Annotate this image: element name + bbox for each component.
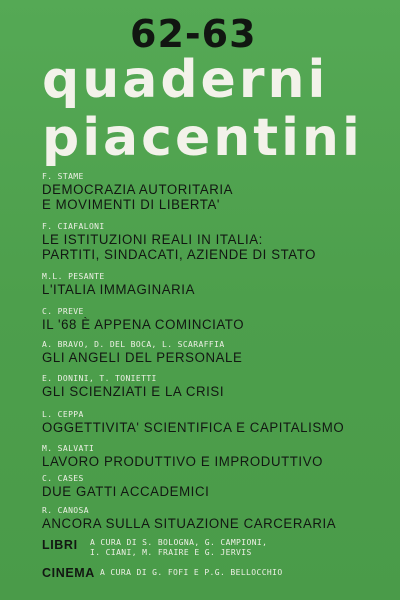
libri-note <box>90 538 370 558</box>
cinema-label: CINEMA <box>42 566 95 580</box>
entry-title: PARTITI, SINDACATI, AZIENDE DI STATO <box>42 247 317 262</box>
toc-entry <box>42 506 382 531</box>
entry-author: C. CASES <box>42 474 84 483</box>
entry-author: A. BRAVO, D. DEL BOCA, L. SCARAFFIA <box>42 340 225 349</box>
entry-title: LE ISTITUZIONI REALI IN ITALIA: <box>42 232 263 247</box>
cinema-note <box>100 568 380 578</box>
entry-author: M.L. PESANTE <box>42 272 105 281</box>
entry-title: IL '68 È APPENA COMINCIATO <box>42 317 245 332</box>
toc-entry <box>42 474 382 499</box>
entry-author: F. CIAFALONI <box>42 222 105 231</box>
entry-title: L'ITALIA IMMAGINARIA <box>42 282 196 297</box>
libri-label: LIBRI <box>42 538 78 552</box>
entry-title: OGGETTIVITA' SCIENTIFICA E CAPITALISMO <box>42 420 345 435</box>
entry-author: E. DONINI, T. TONIETTI <box>42 374 157 383</box>
entry-title: DEMOCRAZIA AUTORITARIA <box>42 182 234 197</box>
entry-author: R. CANOSA <box>42 506 89 515</box>
toc-entry <box>42 172 382 212</box>
libri-note-line: I. CIANI, M. FRAIRE E G. JERVIS <box>90 548 252 557</box>
entry-title: E MOVIMENTI DI LIBERTA' <box>42 197 221 212</box>
masthead-line-2: piacentini <box>42 108 363 168</box>
entry-author: M. SALVATI <box>42 444 95 453</box>
toc-entry <box>42 444 382 469</box>
toc-entry <box>42 340 382 365</box>
toc-entry <box>42 307 382 332</box>
toc-entry <box>42 222 382 262</box>
entry-author: C. PREVE <box>42 307 84 316</box>
toc-entry <box>42 374 382 399</box>
entry-title: GLI SCIENZIATI E LA CRISI <box>42 384 225 399</box>
toc-entry <box>42 410 382 435</box>
entry-title: GLI ANGELI DEL PERSONALE <box>42 350 243 365</box>
entry-title: ANCORA SULLA SITUAZIONE CARCERARIA <box>42 516 337 531</box>
entry-title: LAVORO PRODUTTIVO E IMPRODUTTIVO <box>42 454 323 469</box>
toc-entry <box>42 272 382 297</box>
cinema-note-line: A CURA DI G. FOFI E P.G. BELLOCCHIO <box>100 568 283 577</box>
issue-number: 62-63 <box>130 12 257 56</box>
masthead-line-1: quaderni <box>42 50 329 110</box>
entry-author: F. STAME <box>42 172 84 181</box>
libri-note-line: A CURA DI S. BOLOGNA, G. CAMPIONI, <box>90 538 268 547</box>
entry-title: DUE GATTI ACCADEMICI <box>42 484 210 499</box>
entry-author: L. CEPPA <box>42 410 84 419</box>
